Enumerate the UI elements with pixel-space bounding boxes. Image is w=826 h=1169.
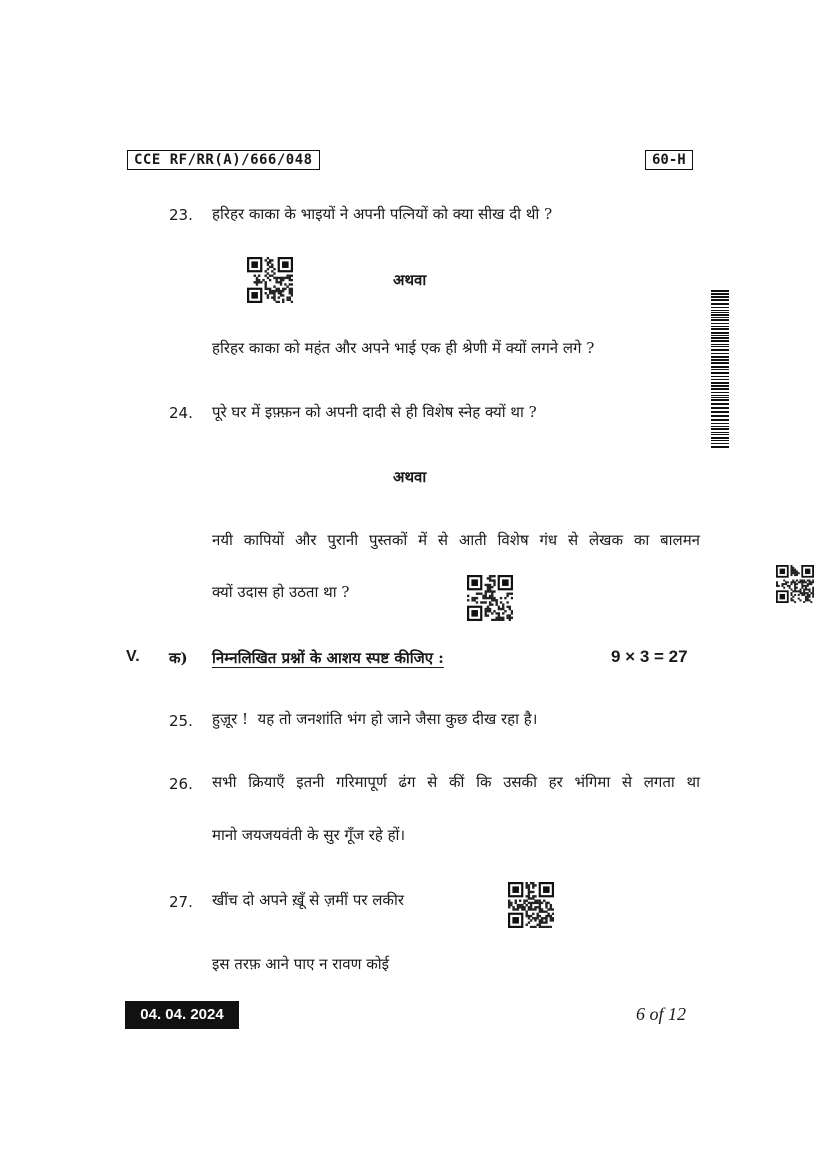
page-number: 6 of 12	[636, 1004, 687, 1024]
exam-date: 04. 04. 2024	[125, 1001, 239, 1029]
question-24-alternative-line2: क्यों उदास हो उठता था ?	[212, 583, 350, 601]
question-number-27: 27.	[169, 893, 193, 911]
question-27-line1: खींच दो अपने ख़ूँ से ज़मीं पर लकीर	[212, 891, 404, 909]
section-instruction: निम्नलिखित प्रश्नों के आशय स्पष्ट कीजिए :	[212, 649, 444, 667]
question-26-line2: मानो जयजयवंती के सुर गूँज रहे हों।	[212, 826, 406, 844]
qr-code-icon	[508, 882, 554, 928]
subsection-label: क)	[169, 649, 188, 667]
barcode-icon	[711, 290, 729, 454]
exam-code: CCE RF/RR(A)/666/048	[127, 150, 320, 170]
section-roman-number: V.	[126, 648, 140, 665]
qr-code-icon	[247, 257, 293, 303]
athva-label-1: अथवा	[393, 271, 427, 289]
question-number-25: 25.	[169, 712, 193, 730]
question-24-alternative-line1: नयी कापियों और पुरानी पुस्तकों में से आती विशेष गंध से लेखक का बालमन	[212, 531, 700, 549]
question-23-text: हरिहर काका के भाइयों ने अपनी पत्नियों को क्या सीख दी थी ?	[212, 205, 553, 223]
question-number-24: 24.	[169, 404, 193, 422]
section-marks: 9 × 3 = 27	[611, 647, 688, 666]
paper-code: 60-H	[645, 150, 693, 170]
question-24-text: पूरे घर में इफ़्फ़न को अपनी दादी से ही विशेष स्नेह क्यों था ?	[212, 403, 537, 421]
question-27-line2: इस तरफ़ आने पाए न रावण कोई	[212, 955, 390, 973]
question-number-26: 26.	[169, 775, 193, 793]
qr-code-icon	[776, 565, 814, 603]
athva-label-2: अथवा	[393, 468, 427, 486]
question-26-line1: सभी क्रियाएँ इतनी गरिमापूर्ण ढंग से कीं कि उसकी हर भंगिमा से लगता था	[212, 773, 700, 791]
question-number-23: 23.	[169, 206, 193, 224]
question-25-text: हुज़ूर ! यह तो जनशांति भंग हो जाने जैसा कुछ दीख रहा है।	[212, 710, 538, 728]
qr-code-icon	[467, 575, 513, 621]
question-23-alternative: हरिहर काका को महंत और अपने भाई एक ही श्रेणी में क्यों लगने लगे ?	[212, 339, 595, 357]
